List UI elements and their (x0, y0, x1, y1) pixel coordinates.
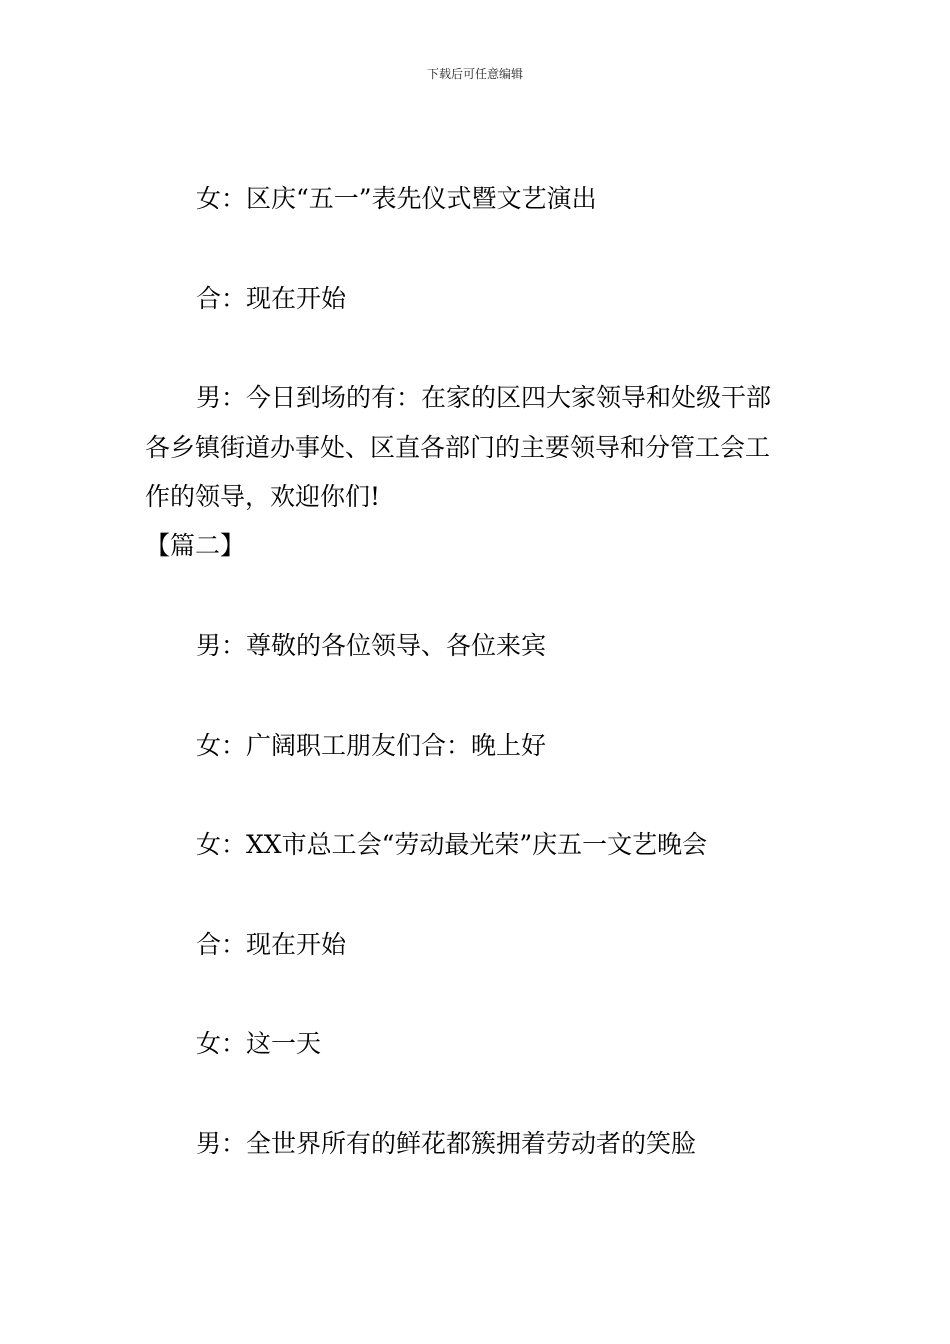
dialogue-line: 女：这一天 (196, 1029, 322, 1058)
dialogue-line-continuation: 各乡镇街道办事处、区直各部门的主要领导和分管工会工 (145, 433, 771, 462)
dialogue-line: 男：尊敬的各位领导、各位来宾 (196, 631, 547, 660)
dialogue-line: 合：现在开始 (196, 284, 347, 313)
dialogue-line: 女：XX市总工会“劳动最光荣”庆五一文艺晚会 (196, 830, 708, 859)
section-heading: 【篇二】 (145, 531, 246, 560)
dialogue-line: 男：全世界所有的鲜花都簇拥着劳动者的笑脸 (196, 1129, 697, 1158)
dialogue-line: 女：区庆“五一”表先仪式暨文艺演出 (196, 184, 597, 213)
dialogue-line: 女：广阔职工朋友们合：晚上好 (196, 731, 547, 760)
page-header: 下载后可任意编辑 (426, 67, 523, 81)
dialogue-line-continuation: 作的领导，欢迎你们! (145, 482, 381, 511)
dialogue-line: 合：现在开始 (196, 930, 347, 959)
dialogue-line: 男：今日到场的有：在家的区四大家领导和处级干部 (196, 383, 772, 412)
